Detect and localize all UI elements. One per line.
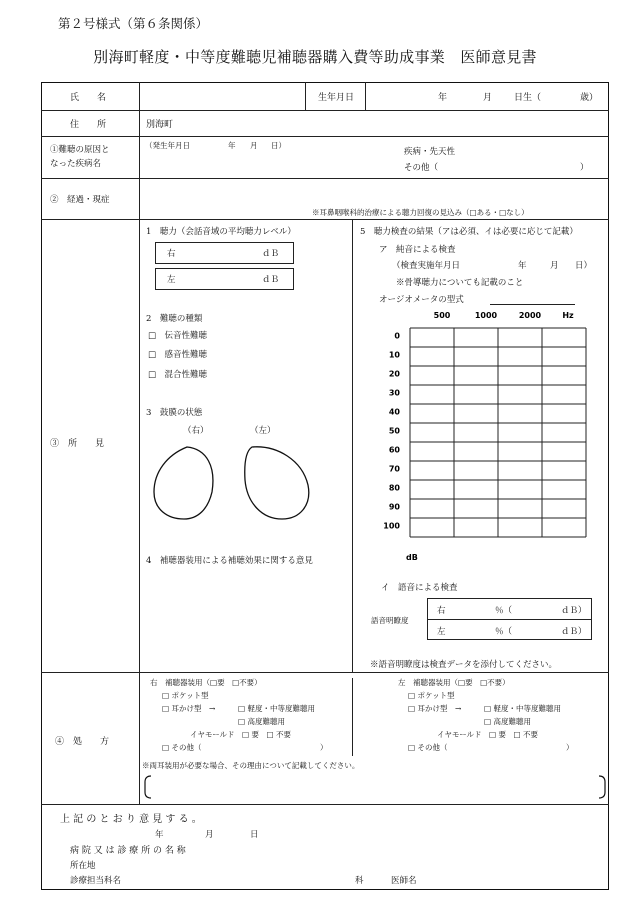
- test-month: 月: [550, 261, 559, 271]
- attach-note: ※語音明瞭度は検査データを添付してください。: [370, 660, 558, 670]
- hearing-right-label: 右: [167, 249, 176, 259]
- row-divider: [41, 178, 609, 179]
- audiogram-freq-label: 500: [433, 311, 451, 320]
- speech-left-label: 左: [437, 627, 446, 637]
- audiogram-db-label: 10: [388, 350, 400, 360]
- speech-title: イ 語音による検査: [381, 583, 458, 593]
- department-label: 診療担当科名: [70, 876, 122, 886]
- age-unit: 歳）: [580, 93, 599, 103]
- right-mild[interactable]: □ 軽度・中等度難聴用: [238, 704, 315, 713]
- row-divider: [41, 136, 609, 137]
- hearing-left-label: 左: [167, 275, 176, 285]
- other-close: ）: [580, 163, 589, 173]
- eardrum-diagram: [150, 445, 320, 520]
- findings-label: ③ 所 見: [50, 439, 105, 449]
- left-mild[interactable]: □ 軽度・中等度難聴用: [484, 704, 561, 713]
- left-earmold[interactable]: イヤモールド □ 要 □ 不要: [437, 730, 538, 739]
- pure-tone-title: ア 純音による検査: [379, 245, 456, 255]
- row-divider: [41, 110, 609, 111]
- address-label: 住 所: [70, 120, 107, 130]
- type-mixed[interactable]: □ 混合性難聴: [148, 370, 208, 380]
- eardrum-left-outline: [245, 447, 309, 519]
- audiometer-label: オージオメータの型式: [379, 295, 464, 305]
- hearing-title: 1 聴力（会話音域の平均聴力レベル）: [146, 227, 296, 237]
- speech-right-db: ｄＢ）: [561, 606, 587, 616]
- audiogram-db-label: 20: [388, 369, 400, 379]
- course-field[interactable]: [141, 180, 607, 204]
- effect-title: 4 補聴器装用による補聴効果に関する意見: [146, 556, 313, 566]
- sign-day: 日: [250, 830, 259, 840]
- audiogram: [378, 305, 598, 565]
- cause-label: なった疾病名: [50, 159, 102, 169]
- document-title: 別海町軽度・中等度難聴児補聴器購入費等助成事業 医師意見書: [93, 48, 537, 66]
- birth-year: 年: [438, 93, 448, 103]
- onset-label: （発生年月日: [145, 141, 190, 150]
- hospital-label: 病 院 又 は 診 療 所 の 名 称: [70, 846, 186, 856]
- eardrum-right-outline: [154, 447, 213, 519]
- test-year: 年: [518, 261, 527, 271]
- name-divider: [305, 82, 306, 110]
- other-option: その他（: [404, 163, 439, 173]
- onset-day: 日）: [271, 141, 286, 150]
- speech-right-percent[interactable]: ％（: [495, 606, 513, 616]
- congenital-option: 疾病・先天性: [404, 147, 456, 157]
- left-pocket[interactable]: □ ポケット型: [408, 691, 455, 700]
- audiogram-db-label: 90: [388, 502, 400, 512]
- left-other[interactable]: □ その他（: [408, 743, 448, 752]
- onset-year: 年: [228, 141, 236, 150]
- audiogram-freq-label: 1000: [474, 311, 498, 320]
- hearing-left-db: ｄＢ: [262, 275, 280, 285]
- row-divider: [41, 672, 609, 673]
- left-ear-hook[interactable]: □ 耳かけ型 →: [408, 704, 462, 713]
- course-label: ② 経過・現症: [50, 195, 110, 205]
- row-divider: [41, 219, 609, 220]
- speech-left-percent[interactable]: ％（: [495, 627, 513, 637]
- right-aid-title: 右 補聴器装用（□要 □不要）: [150, 678, 262, 687]
- form-number: 第２号様式（第６条関係）: [58, 16, 209, 31]
- right-pocket[interactable]: □ ポケット型: [162, 691, 209, 700]
- audiogram-db-label: 100: [383, 521, 400, 531]
- speech-right-label: 右: [437, 606, 446, 616]
- address-value[interactable]: 別海町: [146, 120, 174, 130]
- type-conductive[interactable]: □ 伝音性難聴: [148, 331, 208, 341]
- test-date-label: （検査実施年月日: [392, 261, 461, 271]
- left-aid-title: 左 補聴器装用（□要 □不要）: [398, 678, 510, 687]
- type-sensorineural[interactable]: □ 感音性難聴: [148, 350, 208, 360]
- onset-month: 月: [250, 141, 258, 150]
- audiogram-db-label: 0: [394, 331, 400, 341]
- sign-month: 月: [205, 830, 214, 840]
- reason-bracket[interactable]: [143, 774, 607, 802]
- cause-label: ①難聴の原因と: [50, 145, 110, 155]
- eardrum-left-label: （左）: [250, 426, 276, 436]
- name-field[interactable]: [141, 84, 303, 108]
- audiogram-db-label: 40: [388, 407, 400, 417]
- speech-label: 語音明瞭度: [371, 616, 409, 625]
- row-divider: [41, 804, 609, 805]
- left-other-close: ）: [566, 743, 574, 752]
- doctor-label: 医師名: [391, 876, 417, 886]
- test-day: 日）: [575, 261, 593, 271]
- birth-day-age: 日生（: [514, 93, 542, 103]
- right-ear-hook[interactable]: □ 耳かけ型 →: [162, 704, 216, 713]
- findings-divider: [352, 219, 353, 672]
- audiogram-db-label: 50: [388, 426, 400, 436]
- bone-conduction-note: ※骨導聴力についても記載のこと: [396, 278, 524, 288]
- name-label: 氏 名: [70, 93, 107, 103]
- recovery-note: ※耳鼻咽喉科的治療による聴力回復の見込み（□ある・□なし）: [312, 208, 529, 217]
- right-other-close: ）: [320, 743, 328, 752]
- audiogram-db-label: 60: [388, 445, 400, 455]
- location-label: 所在地: [70, 861, 96, 871]
- right-other[interactable]: □ その他（: [162, 743, 202, 752]
- left-severe[interactable]: □ 高度難聴用: [484, 717, 531, 726]
- birth-divider: [365, 82, 366, 110]
- audiogram-freq-label: Hz: [562, 311, 574, 320]
- audiogram-db-label: 30: [388, 388, 400, 398]
- prescription-divider: [352, 678, 353, 756]
- audiogram-freq-label: 2000: [518, 311, 542, 320]
- prescription-label: ④ 処 方: [55, 737, 110, 747]
- audiogram-db-unit: dB: [406, 553, 418, 562]
- hearing-right-db: ｄＢ: [262, 249, 280, 259]
- right-severe[interactable]: □ 高度難聴用: [238, 717, 285, 726]
- right-earmold[interactable]: イヤモールド □ 要 □ 不要: [190, 730, 291, 739]
- type-title: 2 難聴の種類: [146, 314, 203, 324]
- speech-divider: [427, 619, 592, 620]
- eardrum-right-label: （右）: [183, 426, 209, 436]
- department-ka: 科: [355, 876, 364, 886]
- label-column-divider: [139, 82, 140, 804]
- eardrum-title: 3 鼓膜の状態: [146, 408, 203, 418]
- speech-left-db: ｄＢ）: [561, 627, 587, 637]
- statement: 上 記 の と お り 意 見 す る 。: [60, 814, 202, 825]
- birth-month: 月: [483, 93, 493, 103]
- audiogram-db-label: 70: [388, 464, 400, 474]
- sign-year: 年: [155, 830, 164, 840]
- birth-label: 生年月日: [318, 93, 355, 103]
- test-title: 5 聴力検査の結果（アは必須、イは必要に応じて記載）: [360, 227, 578, 237]
- audiogram-db-label: 80: [388, 483, 400, 493]
- both-ears-note: ※両耳装用が必要な場合、その理由について記載してください。: [142, 761, 360, 770]
